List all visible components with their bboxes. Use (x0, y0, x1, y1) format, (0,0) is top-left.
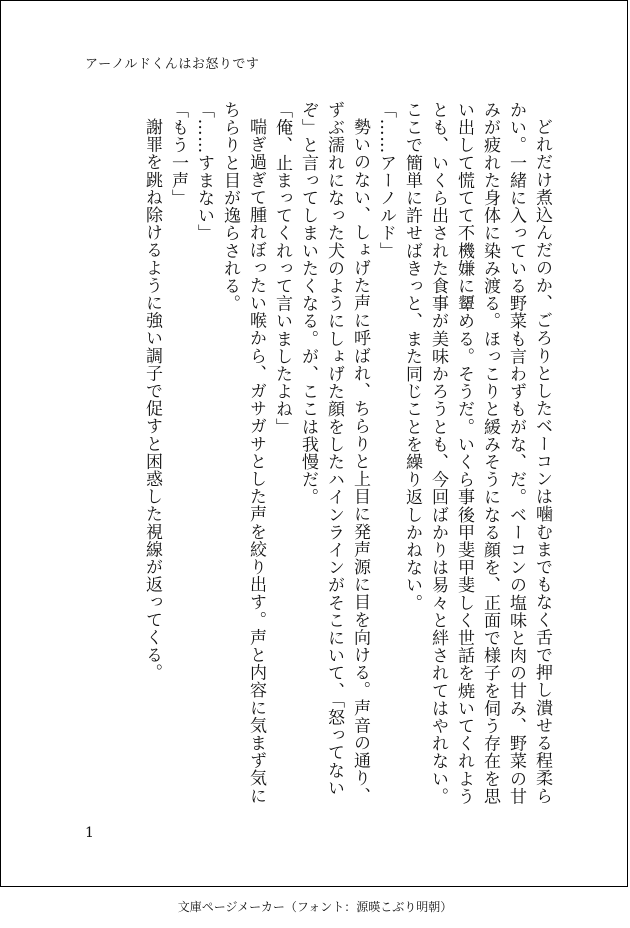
page-number: 1 (85, 825, 94, 841)
paragraph-narration-2: 勢いのない、しょげた声に呼ばれ、ちらりと上目に発声源に目を向ける。声音の通り、ずぶ濡れになった犬のようにしょげた顔をしたハインラインがそこにいて、「怒ってないぞ」と言ってしまいたくなる。が、ここは我慢だ。 (298, 101, 370, 805)
paragraph-dialogue-3: 「……すまない」 (194, 101, 214, 242)
book-title: アーノルドくんはお怒りです (85, 57, 260, 72)
paragraph-dialogue-1: 「……アーノルド」 (376, 101, 396, 260)
paragraph-dialogue-4: 「もう一声」 (168, 101, 188, 207)
body-text (75, 101, 555, 821)
paragraph-narration-1: どれだけ煮込んだのか、ごろりとしたベーコンは噛むまでもなく舌で押し潰せる程柔らかい。一緒に入っている野菜も言わずもがな、だ。ベーコンの塩味と肉の甘み、野菜の甘みが疲れた身体に染み渡る。ほっこりと緩みそうになる顔を、正面で様子を伺う存在を思い出して慌てて不機嫌に顰める。そうだ。いくら事後甲斐甲斐しく世話を焼いてくれようとも、いくら出された食事が美味かろうとも、今回ばかりは易々と絆されてはやれない。ここで簡単に許せばきっと、また同じことを繰り返しかねない。 (402, 101, 552, 805)
paragraph-narration-3: 喘ぎ過ぎて腫れぼったい喉から、ガサガサとした声を絞り出す。声と内容に気まず気にちらりと目が逸らされる。 (220, 101, 266, 805)
paragraph-narration-4: 謝罪を跳ね除けるように強い調子で促すと困惑した視線が返ってくる。 (142, 118, 162, 682)
footer-credit: 文庫ページメーカー（フォント：源暎こぶり明朝） (177, 900, 453, 914)
paragraph-dialogue-2: 「俺、止まってくれって言いましたよね」 (272, 101, 292, 436)
